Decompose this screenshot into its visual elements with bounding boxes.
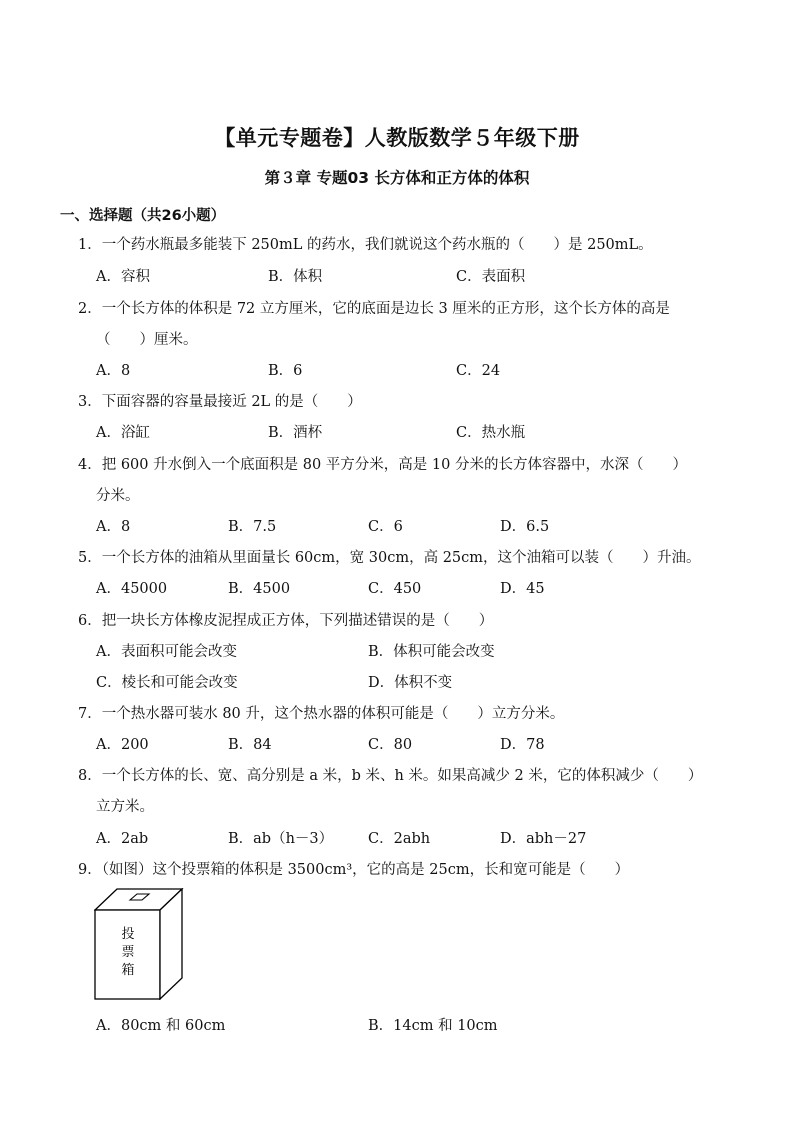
question-1-option-b[interactable]: B．体积 <box>268 269 323 285</box>
box-label-char-1: 投 <box>121 927 135 942</box>
box-label-char-2: 票 <box>121 945 135 960</box>
question-3-option-c[interactable]: C．热水瓶 <box>456 425 526 441</box>
question-8-text: 8．一个长方体的长、宽、高分别是 a 米，b 米、h 米。如果高减少 2 米，它的体积减少（ ） <box>78 768 703 784</box>
section-heading: 一、选择题（共26小题） <box>60 208 226 224</box>
question-5-option-a[interactable]: A．45000 <box>96 581 168 597</box>
question-4-option-c[interactable]: C．6 <box>368 519 403 535</box>
question-6-option-d[interactable]: D．体积不变 <box>368 675 453 691</box>
question-5-option-b[interactable]: B．4500 <box>228 581 291 597</box>
question-7-option-d[interactable]: D．78 <box>500 737 545 753</box>
box-label-char-3: 箱 <box>121 963 135 978</box>
question-2-option-c[interactable]: C．24 <box>456 363 501 379</box>
question-5-option-d[interactable]: D．45 <box>500 581 545 597</box>
question-2-option-a[interactable]: A．8 <box>96 363 131 379</box>
question-8-option-a[interactable]: A．2ab <box>96 831 149 847</box>
question-8-text-cont: 立方米。 <box>96 799 154 815</box>
page-title: 【单元专题卷】人教版数学５年级下册 <box>214 126 580 150</box>
question-1-option-a[interactable]: A．容积 <box>96 269 150 285</box>
question-6-option-b[interactable]: B．体积可能会改变 <box>368 644 495 660</box>
question-9-option-b[interactable]: B．14cm 和 10cm <box>368 1018 498 1034</box>
question-3-text: 3．下面容器的容量最接近 2L 的是（ ） <box>78 394 362 410</box>
question-8-option-d[interactable]: D．abh－27 <box>500 831 587 847</box>
question-4-option-a[interactable]: A．8 <box>96 519 131 535</box>
question-6-option-c[interactable]: C．棱长和可能会改变 <box>96 675 238 691</box>
question-2-text: 2．一个长方体的体积是 72 立方厘米，它的底面是边长 3 厘米的正方形，这个长方体的高是 <box>78 301 670 317</box>
question-1-text: 1．一个药水瓶最多能装下 250mL 的药水，我们就说这个药水瓶的（ ）是 250mL。 <box>78 237 653 253</box>
question-4-text-cont: 分米。 <box>96 488 140 504</box>
page-subtitle: 第３章 专题03 长方体和正方体的体积 <box>264 169 530 187</box>
ballot-box-figure <box>94 888 184 1000</box>
question-4-option-b[interactable]: B．7.5 <box>228 519 277 535</box>
question-9-text: 9．（如图）这个投票箱的体积是 3500cm³，它的高是 25cm，长和宽可能是（ ） <box>78 862 630 878</box>
question-9-option-a[interactable]: A．80cm 和 60cm <box>96 1018 226 1034</box>
question-3-option-a[interactable]: A．浴缸 <box>96 425 150 441</box>
question-1-option-c[interactable]: C．表面积 <box>456 269 526 285</box>
question-2-text-cont: （ ）厘米。 <box>96 332 198 348</box>
question-5-text: 5．一个长方体的油箱从里面量长 60cm，宽 30cm，高 25cm，这个油箱可以装（ ）升油。 <box>78 550 701 566</box>
question-5-option-c[interactable]: C．450 <box>368 581 422 597</box>
question-7-option-b[interactable]: B．84 <box>228 737 272 753</box>
question-2-option-b[interactable]: B．6 <box>268 363 303 379</box>
question-7-option-a[interactable]: A．200 <box>96 737 149 753</box>
question-7-text: 7．一个热水器可装水 80 升，这个热水器的体积可能是（ ）立方分米。 <box>78 706 565 722</box>
question-6-option-a[interactable]: A．表面积可能会改变 <box>96 644 237 660</box>
question-6-text: 6．把一块长方体橡皮泥捏成正方体，下列描述错误的是（ ） <box>78 613 494 629</box>
question-7-option-c[interactable]: C．80 <box>368 737 413 753</box>
question-4-text: 4．把 600 升水倒入一个底面积是 80 平方分米，高是 10 分米的长方体容器中，水深（ ） <box>78 457 687 473</box>
question-8-option-b[interactable]: B．ab（h－3） <box>228 831 334 847</box>
question-8-option-c[interactable]: C．2abh <box>368 831 431 847</box>
question-4-option-d[interactable]: D．6.5 <box>500 519 550 535</box>
question-3-option-b[interactable]: B．酒杯 <box>268 425 323 441</box>
